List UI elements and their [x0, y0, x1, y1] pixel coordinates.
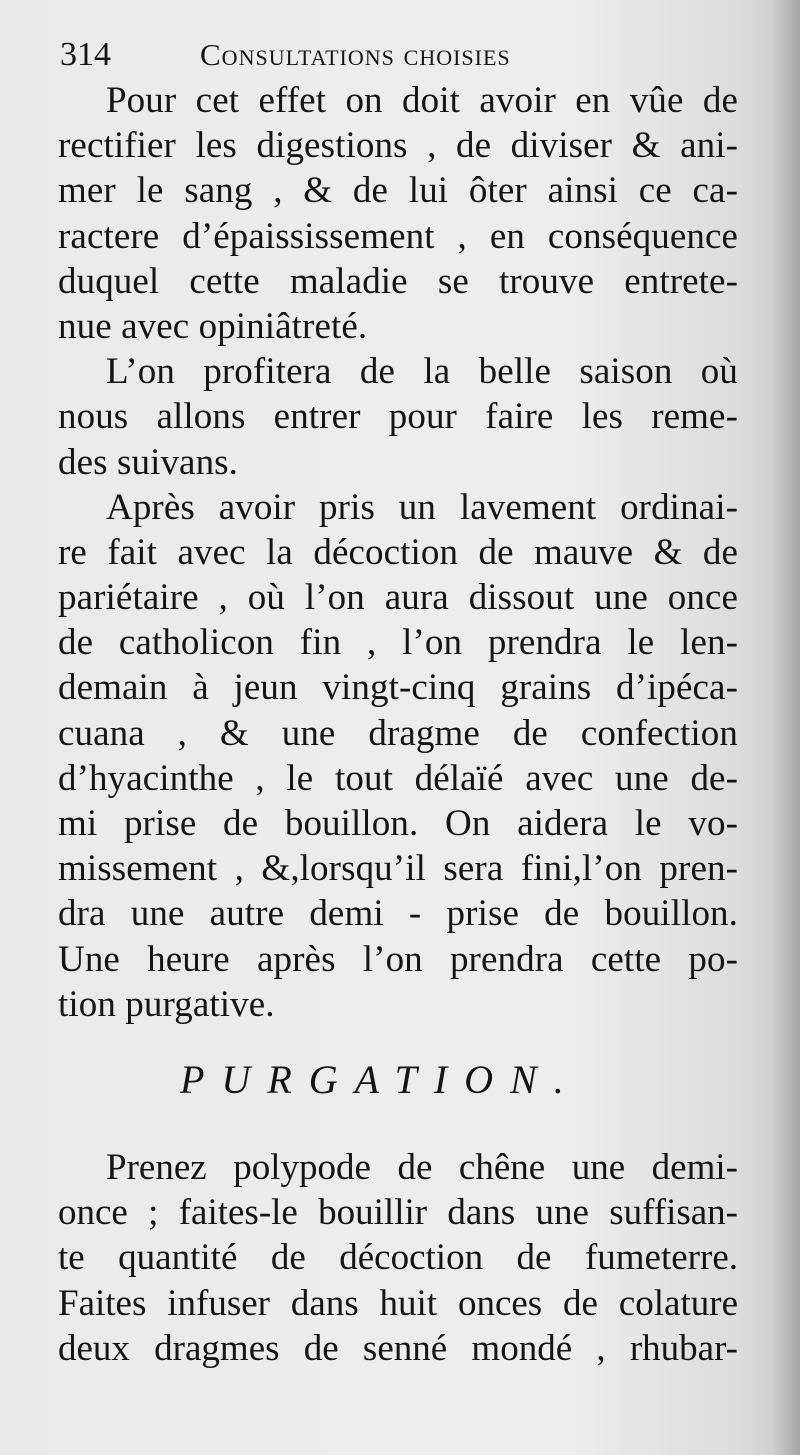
paragraph-line: cuana , & une dragme de confection [58, 712, 738, 754]
page-number: 314 [60, 36, 111, 73]
paragraph-line: ractere d’épaississement , en conséquence [58, 215, 738, 257]
paragraph-line: deux dragmes de senné mondé , rhubar- [58, 1327, 738, 1369]
paragraph-line: Pour cet effet on doit avoir en vûe de [106, 80, 738, 121]
paragraph-line: nous allons entrer pour faire les reme- [58, 396, 738, 438]
paragraph-line: de catholicon fin , l’on prendra le len- [58, 622, 738, 664]
paragraph-line: dra une autre demi - prise de bouillon. [58, 893, 738, 935]
paragraph-line: pariétaire , où l’on aura dissout une once [58, 577, 738, 619]
running-title: Consultations choisies [200, 37, 511, 72]
paragraph-line: re fait avec la décoction de mauve & de [58, 531, 738, 573]
paragraph-line: duquel cette maladie se trouve entrete- [58, 260, 738, 302]
paragraph-line: mer le sang , & de lui ôter ainsi ce ca- [58, 170, 738, 212]
main-text-continued [58, 1145, 738, 1371]
paragraph-line: rectifier les digestions , de diviser & ani- [58, 125, 738, 167]
paragraph-line: Une heure après l’on prendra cette po- [58, 938, 738, 980]
section-heading: PURGATION. [180, 1057, 581, 1102]
paragraph-line: once ; faites-le bouillir dans une suffisan- [58, 1192, 738, 1234]
paragraph-line: te quantité de décoction de fumeterre. [58, 1237, 738, 1279]
paragraph-line: des suivans. [58, 441, 239, 483]
paragraph-line: demain à jeun vingt-cinq grains d’ipéca- [58, 667, 738, 709]
paragraph-line: Faites infuser dans huit onces de colature [58, 1282, 738, 1324]
paragraph-line: mi prise de bouillon. On aidera le vo- [58, 803, 738, 844]
paragraph-line: tion purgative. [58, 983, 275, 1025]
page-header [60, 36, 740, 84]
paragraph-line: L’on profitera de la belle saison où [106, 351, 738, 393]
page-edge-shadow [772, 0, 800, 1455]
paragraph-line: Prenez polypode de chêne une demi- [106, 1147, 738, 1188]
main-text [58, 78, 738, 1027]
paragraph-line: missement , &,lorsqu’il sera fini,l’on pren- [58, 848, 738, 890]
paragraph-line: nue avec opiniâtreté. [58, 305, 368, 347]
paragraph-line: Après avoir pris un lavement ordinai- [106, 486, 738, 528]
paragraph-line: d’hyacinthe , le tout délaïé avec une de- [58, 757, 738, 799]
